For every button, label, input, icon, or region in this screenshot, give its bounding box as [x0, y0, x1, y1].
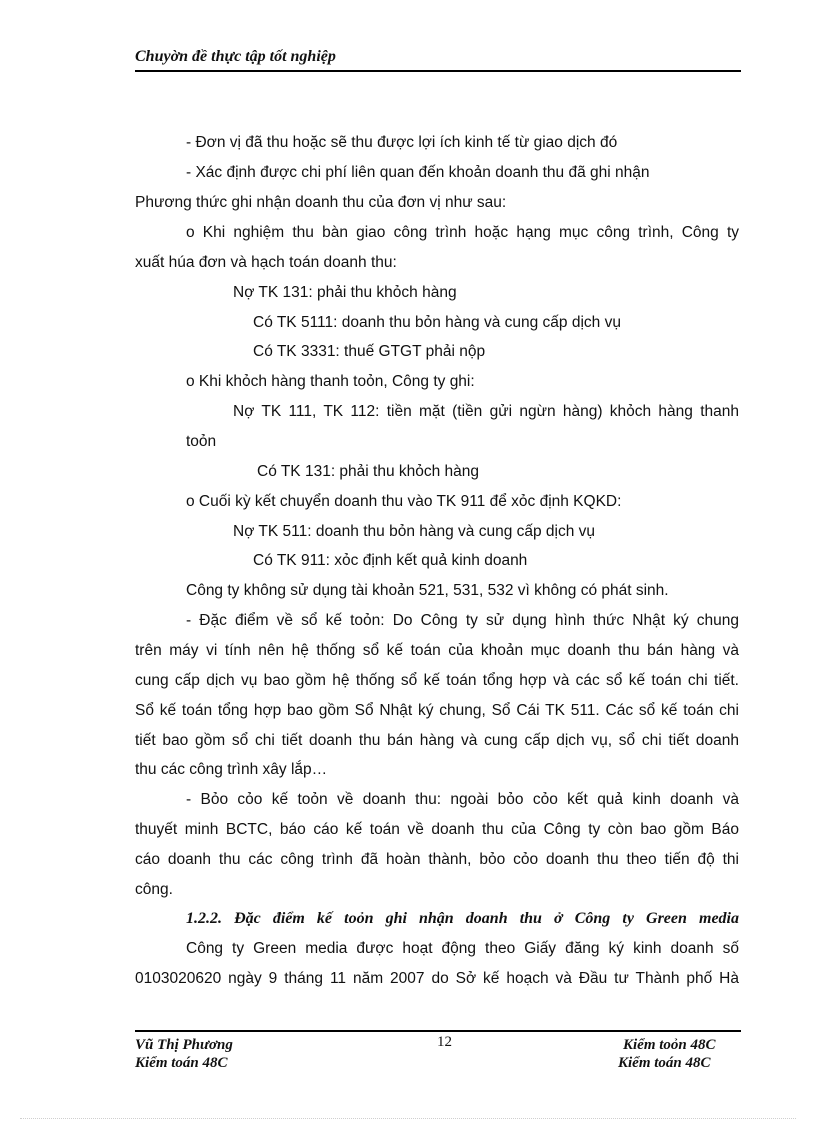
text-line: Nợ TK 511: doanh thu bỏn hàng và cung cấp dịch vụ: [233, 523, 596, 540]
text-line: cung cấp dịch vụ bao gồm hệ thống sổ kế toán tổng hợp và các sổ kế toán chi tiết.: [135, 672, 739, 689]
footer-class-left: Kiểm toán 48C: [135, 1055, 228, 1071]
text-line: trên máy vi tính nên hệ thống sổ kế toán của khoản mục doanh thu bán hàng và: [135, 642, 739, 659]
text-line: tiết bao gồm sổ chi tiết doanh thu bán hàng và cung cấp dịch vụ, sổ chi tiết doanh: [135, 732, 739, 749]
text-line: Có TK 3331: thuế GTGT phải nộp: [253, 343, 486, 360]
text-line: Công ty Green media được hoạt động theo Giấy đăng ký kinh doanh số: [186, 940, 739, 957]
text-line: - Xác định được chi phí liên quan đến khoản doanh thu đã ghi nhận: [186, 164, 650, 181]
text-line: Nợ TK 131: phải thu khỏch hàng: [233, 284, 457, 301]
text-line: Có TK 131: phải thu khỏch hàng: [257, 463, 480, 480]
text-line: Có TK 911: xỏc định kết quả kinh doanh: [253, 552, 528, 569]
text-line: - Bỏo cỏo kế toỏn về doanh thu: ngoài bỏo cỏo kết quả kinh doanh và: [186, 791, 739, 808]
footer-rule: [135, 1030, 741, 1032]
page-number: 12: [437, 1034, 452, 1050]
header-title: Chuyờn đề thực tập tốt nghiệp: [135, 48, 336, 65]
text-line: o Khi khỏch hàng thanh toỏn, Công ty ghi:: [186, 373, 475, 390]
header-rule: [135, 70, 741, 72]
page-edge: [20, 1118, 796, 1119]
text-line: cáo doanh thu các công trình đã hoàn thành, bỏo cỏo doanh thu theo tiến độ thi: [135, 851, 739, 868]
text-line: Công ty không sử dụng tài khoản 521, 531, 532 vì không có phát sinh.: [186, 582, 669, 599]
text-line: - Đơn vị đã thu hoặc sẽ thu được lợi ích kinh tế từ giao dịch đó: [186, 134, 618, 151]
footer-class-right: Kiểm toán 48C: [618, 1055, 711, 1071]
text-line: Nợ TK 111, TK 112: tiền mặt (tiền gửi ngừn hàng) khỏch hàng thanh: [233, 403, 739, 420]
text-line: thuyết minh BCTC, báo cáo kế toán về doanh thu của Công ty còn bao gồm Báo: [135, 821, 739, 838]
text-line: xuất húa đơn và hạch toán doanh thu:: [135, 254, 397, 271]
text-line: Sổ kế toán tổng hợp bao gồm Sổ Nhật ký chung, Sổ Cái TK 511. Các sổ kế toán chi: [135, 702, 739, 719]
text-line: thu các công trình xây lắp…: [135, 761, 328, 778]
footer-author: Vũ Thị Phương: [135, 1037, 233, 1053]
text-line: 0103020620 ngày 9 tháng 11 năm 2007 do Sở kế hoạch và Đầu tư Thành phố Hà: [135, 970, 739, 987]
text-line: - Đặc điểm về sổ kế toỏn: Do Công ty sử dụng hình thức Nhật ký chung: [186, 612, 739, 629]
text-line: o Khi nghiệm thu bàn giao công trình hoặc hạng mục công trình, Công ty: [186, 224, 739, 241]
text-line: toỏn: [186, 433, 217, 450]
text-line: Phương thức ghi nhận doanh thu của đơn vị như sau:: [135, 194, 507, 211]
text-line: o Cuối kỳ kết chuyển doanh thu vào TK 911 để xỏc định KQKD:: [186, 493, 622, 510]
footer-class-right: Kiểm toỏn 48C: [623, 1037, 716, 1053]
text-line: công.: [135, 881, 173, 898]
text-line: Có TK 5111: doanh thu bỏn hàng và cung cấp dịch vụ: [253, 314, 621, 331]
section-heading: 1.2.2. Đặc điểm kế toỏn ghi nhận doanh thu ở Công ty Green media: [186, 910, 739, 927]
